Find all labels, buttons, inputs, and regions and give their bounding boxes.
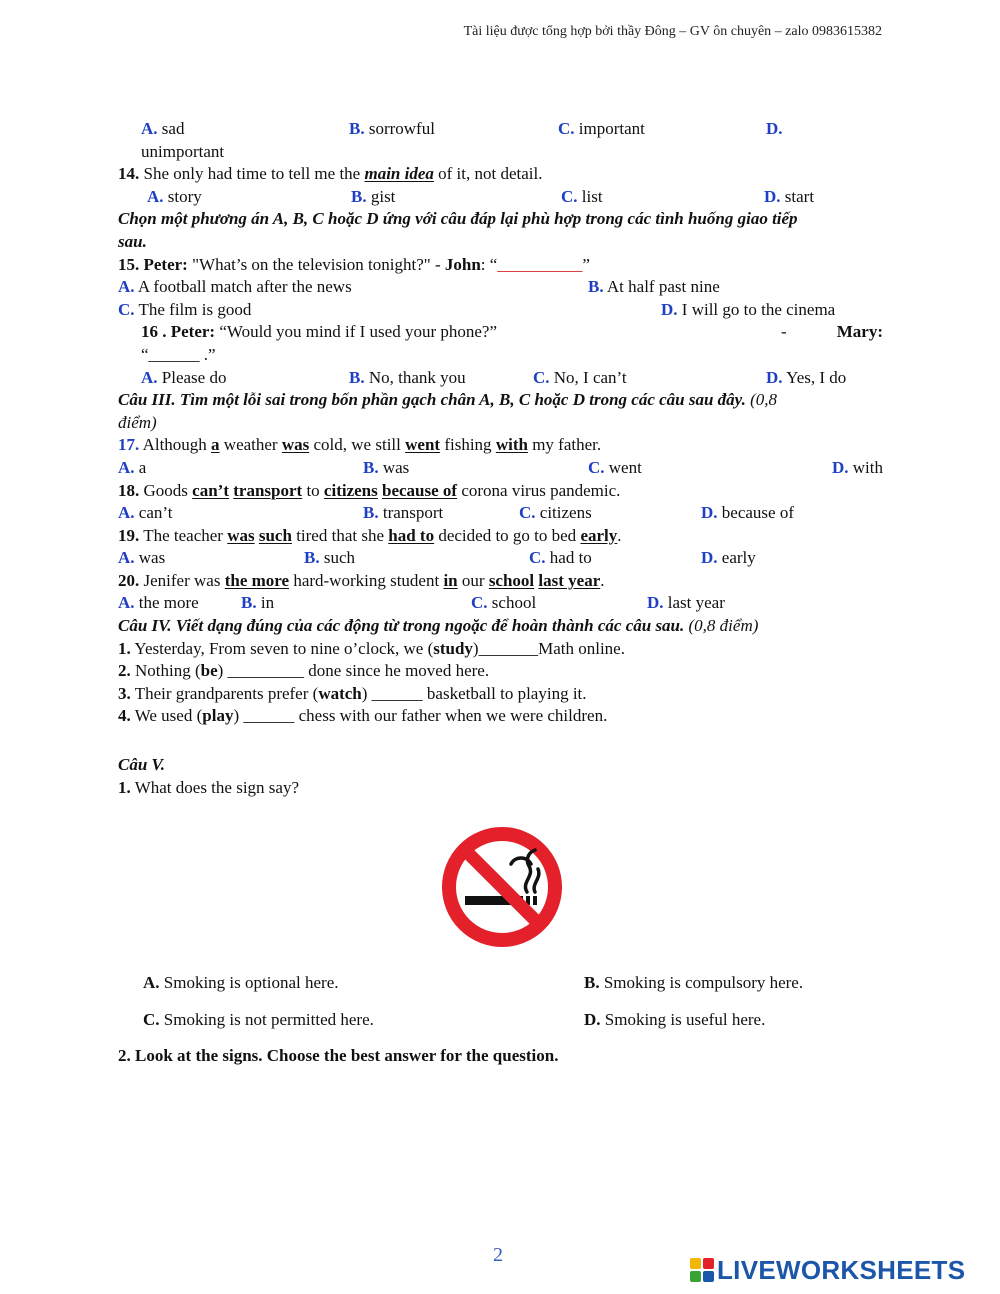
q20-underlined-a: the more: [224, 570, 290, 590]
q20-number: 20.: [118, 570, 140, 590]
q17-option-b: was: [382, 457, 410, 477]
q17-option-a: a: [138, 457, 147, 477]
option-letter: B.: [349, 119, 365, 138]
s4-item-text: Yesterday, From seven to nine o’clock, we (: [134, 638, 434, 658]
option-letter: B.: [584, 973, 600, 992]
sign-option-d: Smoking is useful here.: [604, 1010, 766, 1029]
option-letter: B.: [363, 457, 379, 477]
option-letter: D.: [766, 367, 783, 387]
q19-option-a: was: [138, 548, 166, 568]
option-letter: D.: [701, 548, 718, 568]
q17-text: Although: [142, 435, 207, 455]
q19-number: 19.: [118, 525, 140, 545]
q18-underlined-d: because of: [382, 480, 458, 500]
section4-heading: [118, 615, 883, 638]
q19-option-d: early: [721, 548, 756, 568]
s4-item-verb: watch: [318, 683, 362, 703]
option-letter: A.: [118, 548, 135, 568]
q17-text: fishing: [444, 435, 492, 455]
option-letter: A.: [141, 367, 158, 387]
s4-item-number: 1.: [118, 638, 131, 658]
q16-answer-line: [118, 344, 883, 367]
option-letter: D.: [766, 119, 783, 138]
q20-sentence: [118, 570, 883, 593]
q17-options: [118, 457, 883, 480]
q15-question: [118, 254, 883, 277]
q18-underlined-a: can’t: [192, 480, 229, 500]
q18-text: corona virus pandemic.: [461, 480, 621, 500]
option-letter: A.: [118, 277, 135, 297]
q18-options: [118, 502, 883, 525]
q14-key-phrase: main idea: [364, 164, 434, 184]
q19-text: decided to go to bed: [438, 525, 577, 545]
q16-option-c: No, I can’t: [553, 367, 627, 387]
q20-underlined-d: last year: [538, 570, 601, 590]
s4-item: [118, 705, 883, 728]
q17-underlined-b: was: [281, 435, 310, 455]
option-letter: B.: [304, 548, 320, 568]
option-letter: C.: [519, 503, 536, 523]
q14-options: [118, 186, 883, 209]
section3-title: Câu III. Tìm một lỗi sai trong bốn phần gạch chân A, B, C hoặc D trong các câu sau đây.: [118, 390, 746, 410]
q19-text: The teacher: [143, 525, 223, 545]
q18-text: Goods: [143, 480, 188, 500]
q20-underlined-c: school: [488, 570, 535, 590]
worksheet-content: [118, 118, 883, 799]
q14-number: 14.: [118, 164, 140, 184]
section5-q2: 2. Look at the signs. Choose the best answer for the question.: [118, 1046, 559, 1065]
s4-item-text: Nothing (: [135, 661, 201, 681]
page-number: 2: [493, 1244, 503, 1266]
q13-option-b: sorrowful: [368, 119, 435, 138]
s4-item-number: 3.: [118, 683, 131, 703]
q13-option-d: unimportant: [141, 141, 225, 161]
section4-title: Câu IV. Viết dạng đúng của các động từ trong ngoặc để hoàn thành các câu sau.: [118, 616, 685, 636]
option-letter: C.: [588, 457, 605, 477]
q13-option-a: sad: [161, 119, 185, 138]
q15-text: "What’s on the television tonight?" -: [192, 254, 445, 274]
q20-text: Jenifer was: [143, 570, 221, 590]
q18-sentence: [118, 480, 883, 503]
q14-option-a: story: [167, 186, 202, 206]
q18-underlined-b: transport: [233, 480, 303, 500]
q15-quote-close: ”: [582, 254, 590, 274]
q14-text-pre: She only had time to tell me the: [143, 164, 361, 184]
s4-item-verb: play: [202, 706, 234, 726]
q20-option-a: the more: [138, 593, 199, 613]
s4-item-verb: study: [433, 638, 473, 658]
q15-answer-blank: __________: [497, 254, 583, 274]
q20-underlined-b: in: [443, 570, 458, 590]
s4-item-text: ) _________ done since he moved here.: [217, 661, 490, 681]
dialogue-instruction-line1: Chọn một phương án A, B, C hoặc D ứng với câu đáp lại phù hợp trong các tình huống giao tiếp: [118, 209, 798, 229]
q19-underlined-a: was: [227, 525, 255, 545]
option-letter: C.: [118, 299, 135, 319]
q14-text-post: of it, not detail.: [438, 164, 543, 184]
q14-question: [118, 163, 883, 186]
q19-text: tired that she: [296, 525, 384, 545]
option-letter: D.: [661, 299, 678, 319]
q20-text: hard-working student: [293, 570, 440, 590]
q18-option-a: can’t: [138, 503, 173, 523]
q20-option-c: school: [491, 593, 537, 613]
q15-options-row2: [118, 299, 883, 322]
option-letter: B.: [349, 367, 365, 387]
q17-number: 17.: [118, 435, 140, 455]
s4-item: [118, 683, 883, 706]
sign-option-c: Smoking is not permitted here.: [163, 1010, 374, 1029]
s4-item-text: ) ______ basketball to playing it.: [361, 683, 587, 703]
section5-title: Câu V.: [118, 755, 165, 775]
sign-option-a: Smoking is optional here.: [163, 973, 339, 992]
q15-quote-open: : “: [480, 254, 498, 274]
option-letter: B.: [351, 186, 367, 206]
page-header: Tài liệu được tổng hợp bởi thầy Đông – GV ôn chuyên – zalo 0983615382: [463, 24, 882, 39]
q18-number: 18.: [118, 480, 140, 500]
q18-underlined-c: citizens: [323, 480, 378, 500]
q20-period: .: [600, 570, 605, 590]
q14-option-b: gist: [370, 186, 396, 206]
q15-number: 15.: [118, 254, 140, 274]
s4-item-text: We used (: [134, 706, 203, 726]
option-letter: D.: [647, 593, 664, 613]
q16-option-d: Yes, I do: [786, 367, 847, 387]
q16-number: 16 .: [141, 322, 167, 342]
option-letter: B.: [588, 277, 604, 297]
no-smoking-sign-icon: [441, 826, 563, 948]
q17-underlined-a: a: [211, 435, 220, 455]
q17-option-d: with: [852, 457, 883, 477]
sign-option-b: Smoking is compulsory here.: [603, 973, 804, 992]
q15-speaker-peter: Peter:: [143, 254, 188, 274]
q19-underlined-d: early: [580, 525, 618, 545]
q19-option-b: such: [323, 548, 356, 568]
q17-sentence: [118, 434, 883, 457]
option-letter: B.: [241, 593, 257, 613]
q14-option-c: list: [581, 186, 603, 206]
q19-underlined-b: such: [258, 525, 292, 545]
q17-text: weather: [223, 435, 278, 455]
q13-options: [118, 118, 883, 141]
s4-item-number: 2.: [118, 661, 131, 681]
q16-dash: -: [781, 322, 787, 342]
q20-option-d: last year: [667, 593, 725, 613]
q17-option-c: went: [608, 457, 642, 477]
section5-q1: [118, 777, 883, 800]
option-letter: A.: [118, 593, 135, 613]
liveworksheets-logo: [690, 1255, 965, 1285]
option-letter: D.: [584, 1010, 601, 1029]
section5-q1-text: What does the sign say?: [134, 777, 299, 797]
option-letter: C.: [471, 593, 488, 613]
section5-options-row2: [143, 1010, 903, 1033]
option-letter: C.: [143, 1010, 160, 1029]
s4-item-verb: be: [200, 661, 218, 681]
q16-question: [118, 321, 883, 344]
s4-item: [118, 660, 883, 683]
q20-text: our: [461, 570, 485, 590]
q15-option-b: At half past nine: [606, 277, 720, 297]
q16-option-b: No, thank you: [368, 367, 466, 387]
section5-q1-number: 1.: [118, 777, 131, 797]
q16-speaker-mary: Mary:: [836, 322, 883, 342]
liveworksheets-logo-icon: [690, 1258, 714, 1282]
option-letter: A.: [143, 973, 160, 992]
q15-option-c: The film is good: [138, 299, 252, 319]
q16-speaker-peter: Peter:: [170, 322, 216, 342]
q20-option-b: in: [260, 593, 275, 613]
q13-option-d-wrap: [118, 141, 883, 164]
q16-answer-blank: “______ .”: [141, 344, 216, 364]
q16-options: [118, 367, 883, 390]
q19-sentence: [118, 525, 883, 548]
q18-option-d: because of: [721, 503, 794, 523]
option-letter: C.: [558, 119, 575, 138]
q17-text: my father.: [532, 435, 602, 455]
q19-options: [118, 547, 883, 570]
s4-item-text: ) ______ chess with our father when we were children.: [233, 706, 608, 726]
option-letter: C.: [533, 367, 550, 387]
option-letter: D.: [764, 186, 781, 206]
section4-points: (0,8 điểm): [688, 616, 759, 636]
section3-heading: [118, 389, 883, 412]
section3-points-wrap: điểm): [118, 412, 157, 432]
q17-text: cold, we still: [313, 435, 401, 455]
option-letter: B.: [363, 503, 379, 523]
q13-option-c: important: [578, 119, 645, 138]
q15-option-d: I will go to the cinema: [681, 299, 836, 319]
q17-underlined-d: with: [495, 435, 528, 455]
q18-option-c: citizens: [539, 503, 592, 523]
s4-item-text: Their grandparents prefer (: [134, 683, 319, 703]
option-letter: D.: [701, 503, 718, 523]
q18-text: to: [306, 480, 320, 500]
q19-option-c: had to: [549, 548, 592, 568]
q15-options-row1: [118, 276, 883, 299]
s4-item-text: )_______Math online.: [472, 638, 625, 658]
liveworksheets-brand: LIVEWORKSHEETS: [717, 1254, 966, 1285]
option-letter: A.: [118, 503, 135, 523]
q14-option-d: start: [784, 186, 815, 206]
q16-text: “Would you mind if I used your phone?”: [219, 322, 497, 342]
option-letter: C.: [529, 548, 546, 568]
q19-period: .: [617, 525, 622, 545]
q19-underlined-c: had to: [388, 525, 435, 545]
s4-item-number: 4.: [118, 706, 131, 726]
dialogue-instruction-line2: sau.: [118, 231, 147, 251]
q18-option-b: transport: [382, 503, 444, 523]
q15-speaker-john: John: [444, 254, 481, 274]
option-letter: A.: [141, 119, 158, 138]
section3-points: (0,8: [750, 390, 778, 410]
option-letter: D.: [831, 457, 849, 477]
q15-option-a: A football match after the news: [137, 277, 352, 297]
option-letter: A.: [118, 457, 135, 477]
q16-option-a: Please do: [161, 367, 227, 387]
q17-underlined-c: went: [405, 435, 441, 455]
q20-options: [118, 592, 883, 615]
option-letter: A.: [147, 186, 164, 206]
s4-item: [118, 638, 883, 661]
section5-options-row1: [143, 973, 903, 996]
option-letter: C.: [561, 186, 578, 206]
